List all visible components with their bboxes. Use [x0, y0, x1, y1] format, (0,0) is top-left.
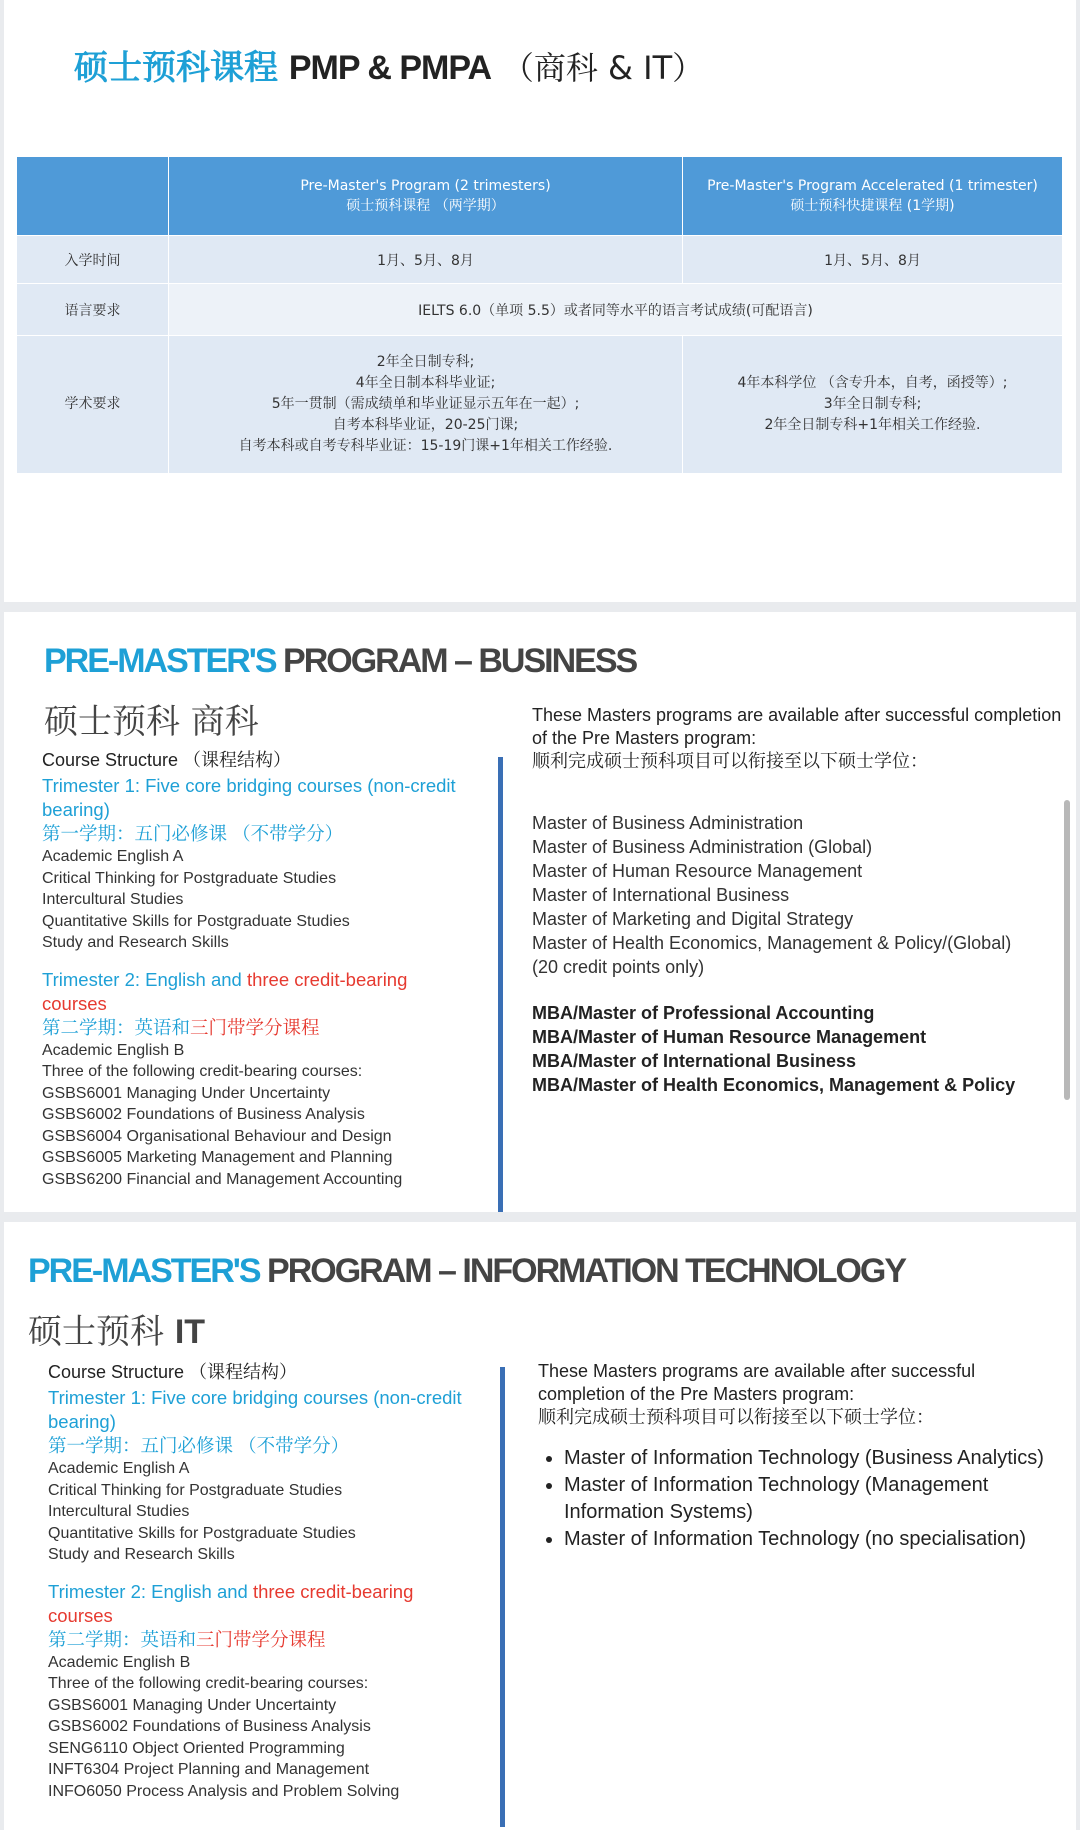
- list-item: MBA/Master of International Business: [532, 1051, 857, 1071]
- list-item: (20 credit points only): [532, 957, 705, 977]
- academic-label: 学术要求: [17, 336, 169, 474]
- language-label: 语言要求: [17, 284, 169, 336]
- it-heading: PRE-MASTER'S PROGRAM – INFORMATION TECHNOLOGY: [28, 1252, 906, 1290]
- business-panel: [4, 612, 1076, 1212]
- list-item: GSBS6001 Managing Under Uncertainty: [48, 1696, 337, 1714]
- list-item: MBA/Master of Professional Accounting: [532, 1003, 875, 1023]
- list-item: Academic English B: [42, 1041, 185, 1059]
- list-item: GSBS6001 Managing Under Uncertainty: [42, 1084, 331, 1102]
- list-item: • Master of Information Technology (no specialisation): [564, 1526, 1048, 1553]
- table-header-empty: [17, 157, 169, 236]
- list-item: Critical Thinking for Postgraduate Studies: [48, 1481, 343, 1499]
- it-masters: These Masters programs are available after successful completion of the Pre Masters program: 顺利完成硕士预科项目可以衔接至以下硕士学位： • Master of Information Technology (Business Analytics) • Master of Information Technology (Management Information Systems) • Master of Information Technology (no specialisation): [538, 1360, 1048, 1553]
- business-subtitle: 硕士预科 商科: [44, 702, 259, 742]
- scrollbar[interactable]: [1064, 800, 1070, 1100]
- table-header-program: Pre-Master's Program (2 trimesters) 硕士预科课程 （两学期）: [169, 157, 683, 236]
- list-item: Three of the following credit-bearing courses:: [42, 1063, 363, 1080]
- list-item: Study and Research Skills: [42, 934, 229, 951]
- list-item: INFO6050 Process Analysis and Problem Solving: [48, 1782, 400, 1800]
- list-item: GSBS6004 Organisational Behaviour and Design: [42, 1127, 392, 1145]
- overview-panel: [4, 0, 1076, 602]
- it-panel: [4, 1222, 1076, 1830]
- intake-col1: 1月、5月、8月: [169, 236, 683, 284]
- list-item: Master of Business Administration (Global): [532, 837, 873, 857]
- list-item: Master of Health Economics, Management & Policy/(Global): [532, 933, 1012, 953]
- list-item: Intercultural Studies: [42, 891, 184, 908]
- list-item: Master of Business Administration: [532, 813, 804, 833]
- divider-bar: [498, 757, 503, 1212]
- business-masters: These Masters programs are available after successful completion of the Pre Masters program: 顺利完成硕士预科项目可以衔接至以下硕士学位： Master of Business Administration Master of Business Administration (Global) Master of Human Resource Management Master of International Business Master of Marketing and Digital Strategy Master of Health Economics, Management & Policy/(Global) (20 credit points only) MBA/Master of Professional Accounting MBA/Master of Human Resource Management MBA/Master of International Business MBA/Master of Health Economics, Management & Policy: [532, 705, 1062, 1095]
- list-item: Academic English A: [48, 1460, 190, 1477]
- list-item: Master of Marketing and Digital Strategy: [532, 909, 854, 929]
- list-item: • Master of Information Technology (Management Information Systems): [564, 1472, 1048, 1526]
- table-header-accelerated: Pre-Master's Program Accelerated (1 trimester) 硕士预科快捷课程 (1学期): [683, 157, 1063, 236]
- list-item: Critical Thinking for Postgraduate Studies: [42, 869, 337, 887]
- list-item: Master of Human Resource Management: [532, 861, 863, 881]
- list-item: Study and Research Skills: [48, 1546, 235, 1563]
- list-item: GSBS6200 Financial and Management Accounting: [42, 1170, 403, 1188]
- it-subtitle: 硕士预科 IT: [28, 1312, 206, 1352]
- list-item: SENG6110 Object Oriented Programming: [48, 1739, 345, 1757]
- overview-title: 硕士预科课程 PMP & PMPA （商科 & IT）: [74, 48, 705, 88]
- list-item: • Master of Information Technology (Business Analytics): [564, 1445, 1048, 1472]
- business-heading: PRE-MASTER'S PROGRAM – BUSINESS: [44, 642, 637, 680]
- it-course-structure: Course Structure （课程结构） Trimester 1: Five core bridging courses (non-credit bearing) 第一学期：五门必修课 （不带学分） Academic English A Critical Thinking for Postgraduate Studies Intercultural Studies Quantitative Skills for Postgraduate Studies Study and Research Skills Trimester 2: English and three credit-bearing courses 第二学期：英语和三门带学分课程 Academic English B Three of the following credit-bearing courses: GSBS6001 Managing Under Uncertainty GSBS6002 Foundations of Business Analysis SENG6110 Object Oriented Programming INFT6304 Project Planning and Management INFO6050 Process Analysis and Problem Solving: [48, 1358, 478, 1802]
- list-item: GSBS6002 Foundations of Business Analysis: [48, 1718, 371, 1735]
- requirements-table: [16, 156, 1063, 474]
- intake-col2: 1月、5月、8月: [683, 236, 1063, 284]
- list-item: INFT6304 Project Planning and Management: [48, 1761, 370, 1778]
- business-course-structure: Course Structure （课程结构） Trimester 1: Five core bridging courses (non-credit bearing) 第一学期：五门必修课 （不带学分） Academic English A Critical Thinking for Postgraduate Studies Intercultural Studies Quantitative Skills for Postgraduate Studies Study and Research Skills Trimester 2: English and three credit-bearing courses 第二学期：英语和三门带学分课程 Academic English B Three of the following credit-bearing courses: GSBS6001 Managing Under Uncertainty GSBS6002 Foundations of Business Analysis GSBS6004 Organisational Behaviour and Design GSBS6005 Marketing Management and Planning GSBS6200 Financial and Management Accounting: [42, 746, 472, 1190]
- list-item: Academic English A: [42, 848, 184, 865]
- language-value: IELTS 6.0（单项 5.5）或者同等水平的语言考试成绩(可配语言): [169, 284, 1063, 336]
- divider-bar: [500, 1367, 505, 1827]
- list-item: Quantitative Skills for Postgraduate Studies: [42, 912, 350, 930]
- academic-col1: 2年全日制专科; 4年全日制本科毕业证; 5年一贯制（需成绩单和毕业证显示五年在一起）; 自考本科毕业证，20-25门课; 自考本科或自考专科毕业证：15-19门课+1年相关工作经验.: [169, 336, 683, 474]
- list-item: Quantitative Skills for Postgraduate Studies: [48, 1524, 356, 1542]
- list-item: Three of the following credit-bearing courses:: [48, 1675, 369, 1692]
- list-item: Master of International Business: [532, 885, 790, 905]
- intake-label: 入学时间: [17, 236, 169, 284]
- list-item: Academic English B: [48, 1653, 191, 1671]
- list-item: Intercultural Studies: [48, 1503, 190, 1520]
- academic-col2: 4年本科学位 （含专升本，自考，函授等）; 3年全日制专科; 2年全日制专科+1年相关工作经验.: [683, 336, 1063, 474]
- list-item: GSBS6002 Foundations of Business Analysis: [42, 1106, 365, 1123]
- list-item: MBA/Master of Health Economics, Management & Policy: [532, 1075, 1016, 1095]
- list-item: MBA/Master of Human Resource Management: [532, 1027, 927, 1047]
- list-item: GSBS6005 Marketing Management and Planning: [42, 1149, 393, 1166]
